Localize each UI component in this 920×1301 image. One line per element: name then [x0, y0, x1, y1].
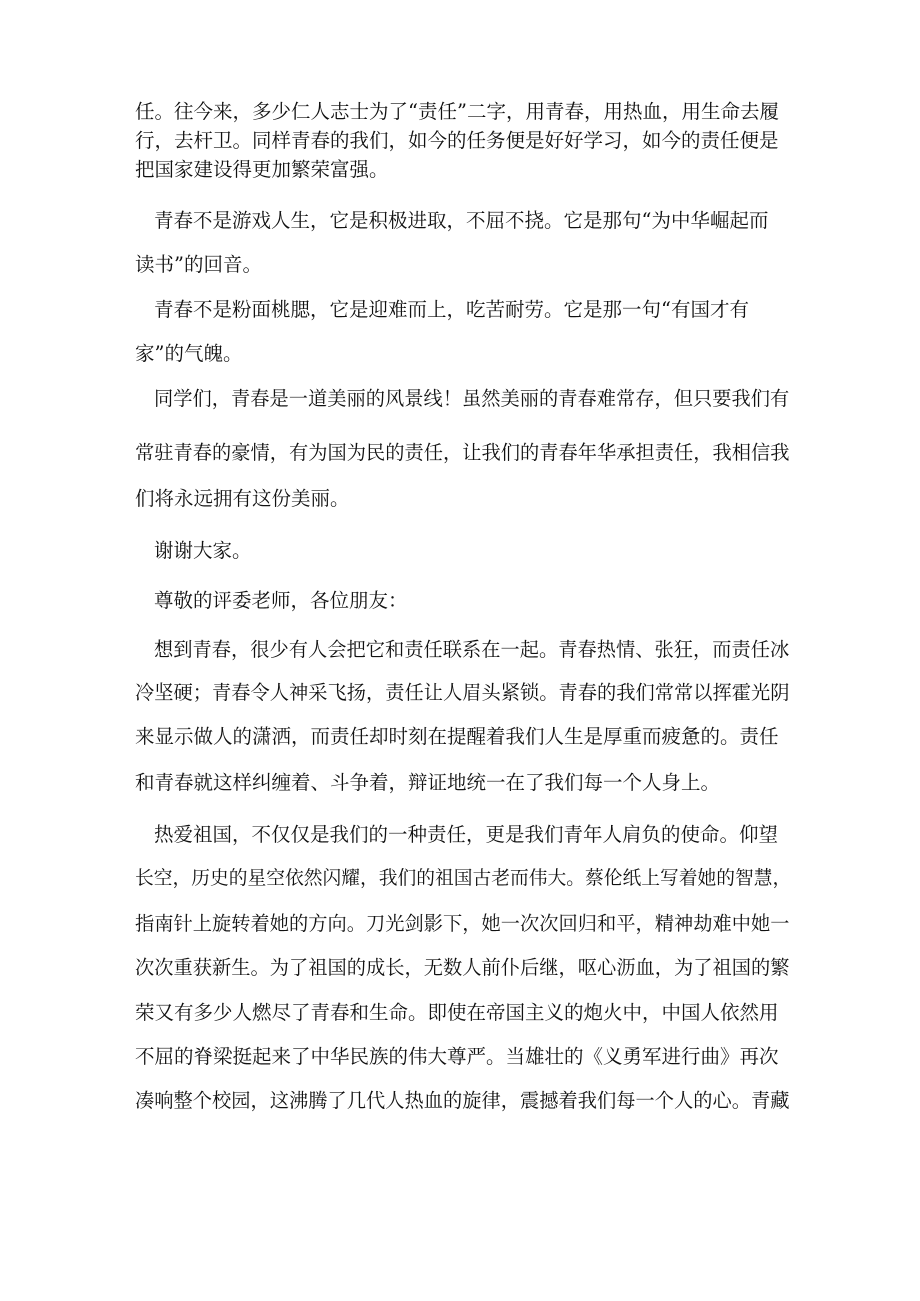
text-line: 冷坚硬；青春令人神采飞扬，责任让人眉头紧锁。青春的我们常常以挥霍光阴 — [135, 681, 790, 704]
text-line: 次次重获新生。为了祖国的成长，无数人前仆后继，呕心沥血，为了祖国的繁 — [135, 956, 790, 979]
text-line: 想到青春，很少有人会把它和责任联系在一起。青春热情、张狂，而责任冰 — [154, 638, 790, 661]
text-line: 把国家建设得更加繁荣富强。 — [135, 158, 389, 181]
text-line: 读书”的回音。 — [135, 253, 262, 276]
text-line: 青春不是游戏人生，它是积极进取，不屈不挠。它是那句“为中华崛起而 — [154, 209, 769, 232]
text-line: 热爱祖国，不仅仅是我们的一种责任，更是我们青年人肩负的使命。仰望 — [154, 823, 779, 846]
text-line: 谢谢大家。 — [154, 539, 252, 562]
text-line: 们将永远拥有这份美丽。 — [135, 487, 350, 510]
text-line: 长空，历史的星空依然闪耀，我们的祖国古老而伟大。蔡伦纸上写着她的智慧， — [135, 868, 792, 889]
text-line: 不屈的脊梁挺起来了中华民族的伟大尊严。当雄壮的《义勇军进行曲》再次 — [135, 1045, 779, 1068]
text-line: 凑响整个校园，这沸腾了几代人热血的旋律，震撼着我们每一个人的心。青藏 — [135, 1089, 790, 1112]
text-line: 任。往今来，多少仁人志士为了“责任”二字，用青春，用热血，用生命去履 — [135, 100, 779, 123]
text-line: 和青春就这样纠缠着、斗争着，辩证地统一在了我们每一个人身上。 — [135, 771, 721, 794]
text-line: 尊敬的评委老师，各位朋友： — [154, 589, 408, 612]
text-line: 青春不是粉面桃腮，它是迎难而上，吃苦耐劳。它是那一句“有国才有 — [154, 298, 749, 321]
text-line: 家”的气魄。 — [135, 342, 243, 365]
text-line: 来显示做人的潇洒，而责任却时刻在提醒着我们人生是厚重而疲惫的。责任 — [135, 725, 779, 748]
text-line: 同学们，青春是一道美丽的风景线！虽然美丽的青春难常存，但只要我们有 — [154, 387, 790, 410]
text-line: 常驻青春的豪情，有为国为民的责任，让我们的青春年华承担责任，我相信我 — [135, 441, 790, 464]
text-line: 荣又有多少人燃尽了青春和生命。即使在帝国主义的炮火中，中国人依然用 — [135, 1001, 779, 1024]
text-line: 行，去杆卫。同样青春的我们，如今的任务便是好好学习，如今的责任便是 — [135, 129, 779, 152]
text-line: 指南针上旋转着她的方向。刀光剑影下，她一次次回归和平，精神劫难中她一 — [135, 912, 790, 935]
